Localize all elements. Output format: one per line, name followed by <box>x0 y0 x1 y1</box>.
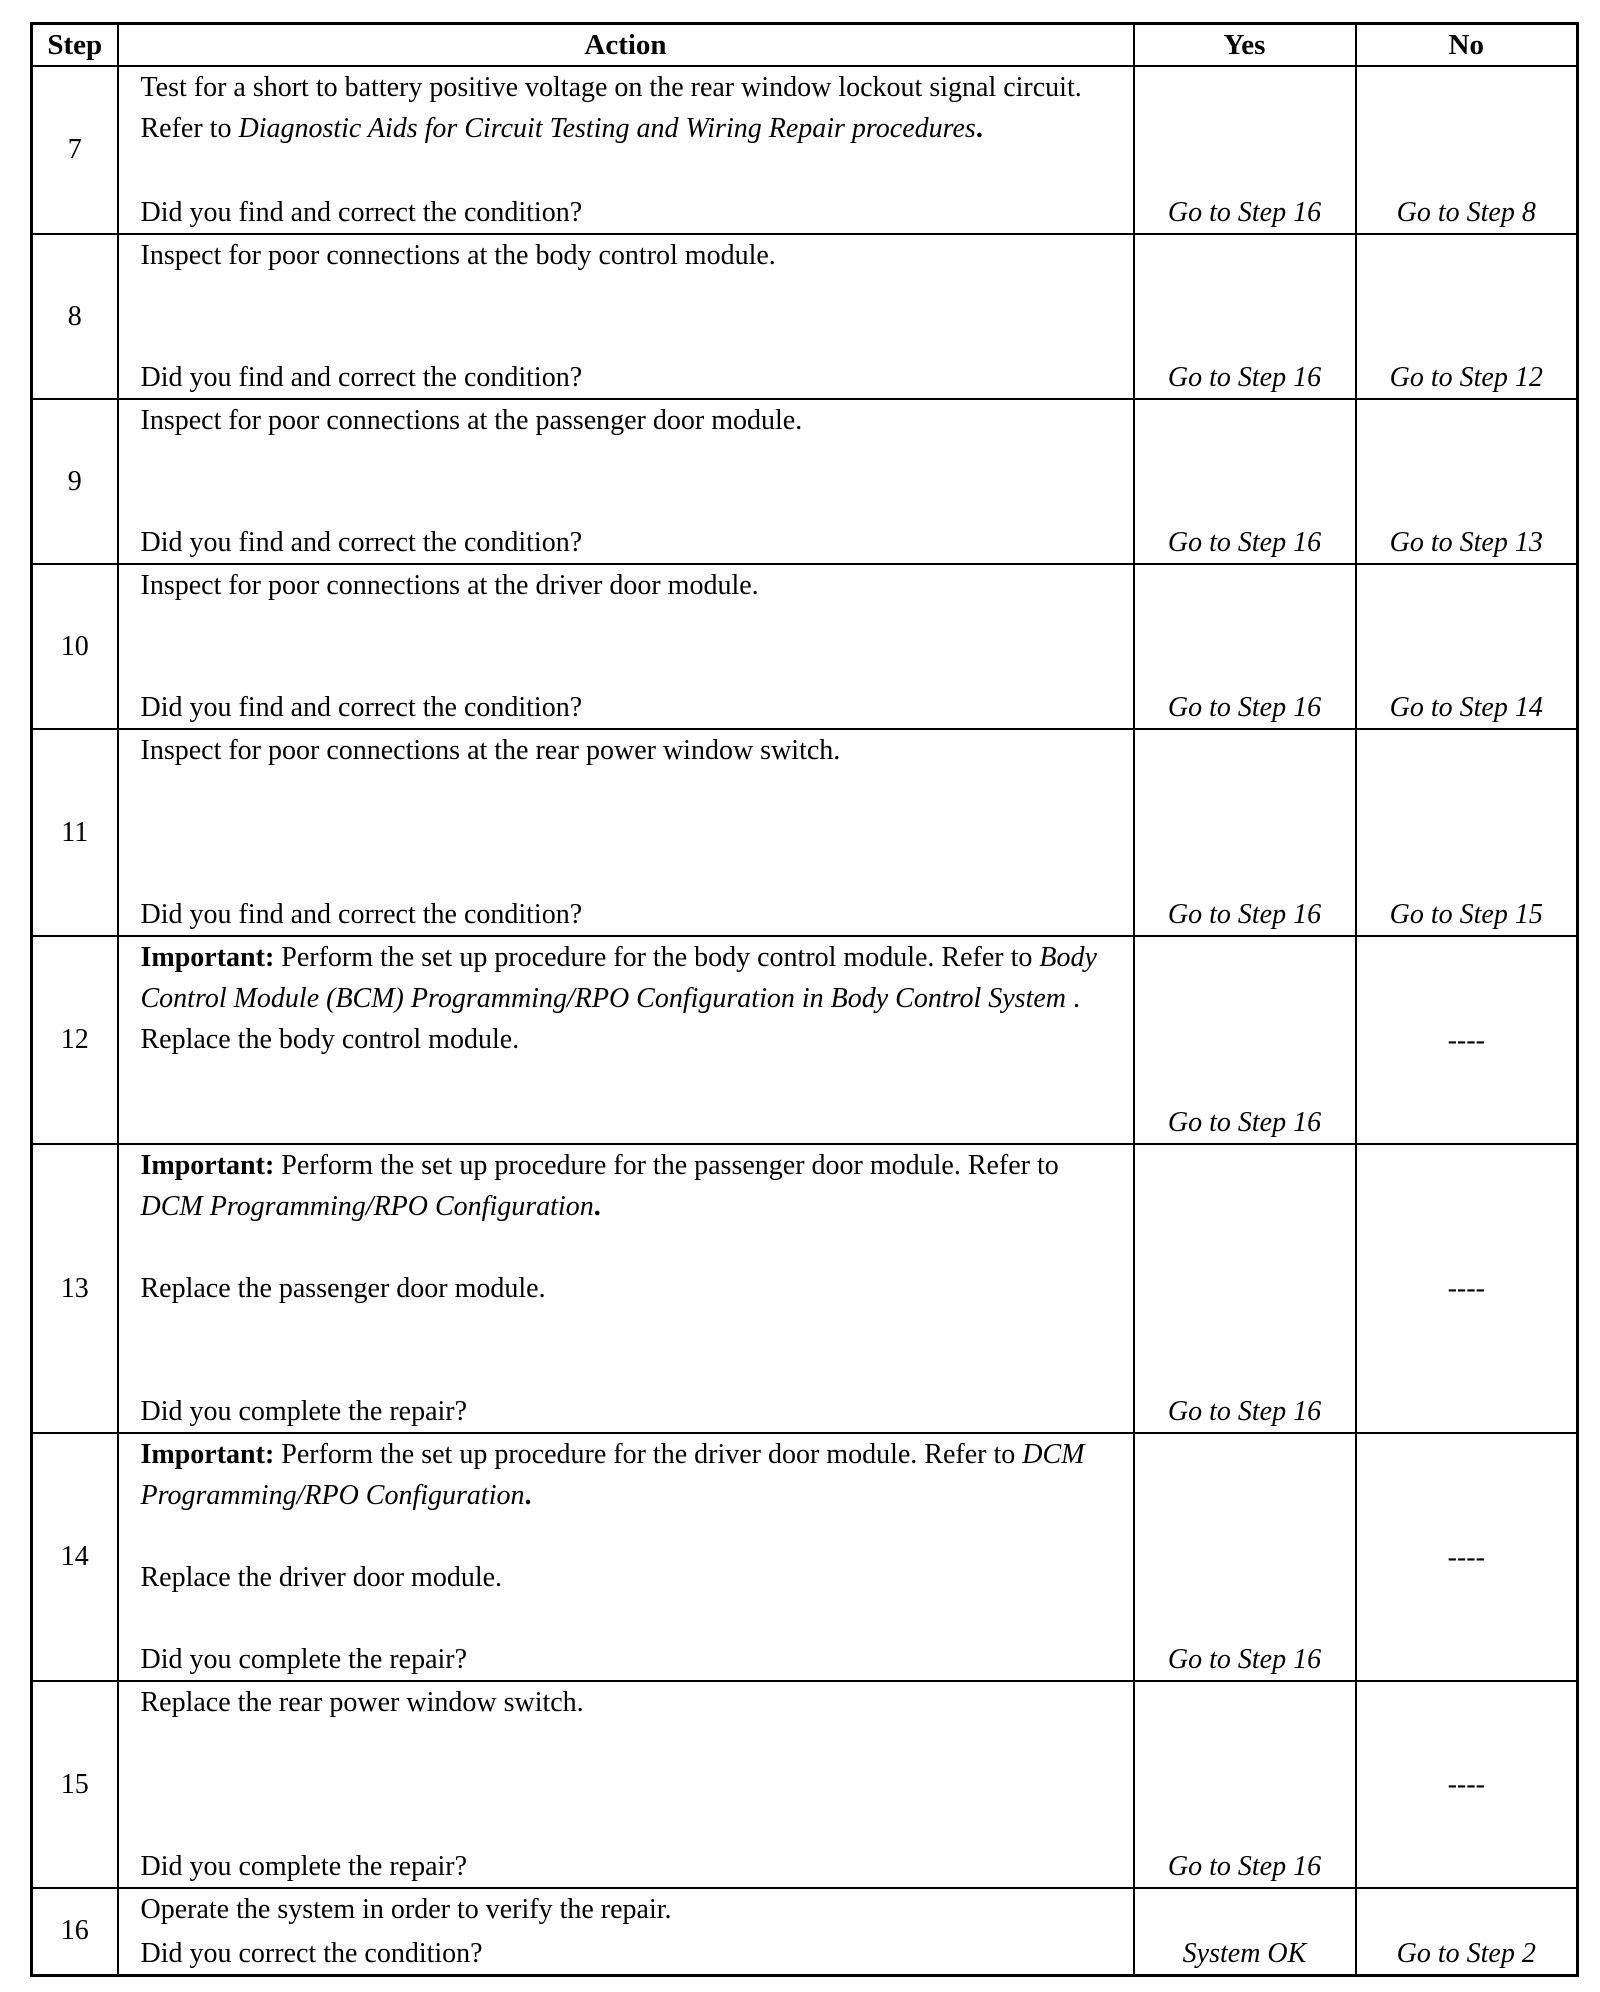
action-punctuation: . <box>975 113 983 144</box>
header-row <box>32 24 1578 67</box>
action-step: Replace the passenger door module. <box>140 1273 546 1304</box>
action-instruction: Operate the system in order to verify the repair. <box>140 1894 672 1925</box>
no-result: ---- <box>1356 1144 1578 1433</box>
action-text <box>141 67 1123 149</box>
step-number: 8 <box>32 234 118 399</box>
table-row <box>32 564 1578 729</box>
action-instruction: Replace the rear power window switch. <box>140 1687 584 1718</box>
action-punctuation: . <box>524 1480 532 1511</box>
header-yes: Yes <box>1134 24 1356 67</box>
no-result: Go to Step 13 <box>1356 399 1578 564</box>
action-cell <box>118 1433 1134 1681</box>
procedure-reference: Body Control Module (BCM) Programming/RPO Configuration in Body Control System <box>140 942 1104 1014</box>
action-question: Did you complete the repair? <box>140 1851 468 1882</box>
action-text <box>141 1145 1123 1227</box>
step-number: 15 <box>32 1681 118 1888</box>
table-row <box>32 1433 1578 1681</box>
yes-result: Go to Step 16 <box>1134 66 1356 234</box>
yes-result: System OK <box>1134 1888 1356 1975</box>
action-question: Did you find and correct the condition? <box>140 692 583 723</box>
header-action: Action <box>118 24 1134 67</box>
table-row <box>32 399 1578 564</box>
action-punctuation: . <box>593 1191 601 1222</box>
table-row <box>32 1888 1578 1975</box>
step-number: 11 <box>32 729 118 936</box>
yes-result: Go to Step 16 <box>1134 729 1356 936</box>
no-result: Go to Step 8 <box>1356 66 1578 234</box>
action-text <box>141 937 1123 1019</box>
action-question: Did you find and correct the condition? <box>140 197 583 228</box>
step-number: 14 <box>32 1433 118 1681</box>
action-cell <box>118 234 1134 399</box>
important-label: Important: <box>140 1439 275 1470</box>
no-result: Go to Step 14 <box>1356 564 1578 729</box>
no-result: ---- <box>1356 1433 1578 1681</box>
no-result: ---- <box>1356 936 1578 1144</box>
action-cell <box>118 936 1134 1144</box>
action-question: Did you complete the repair? <box>140 1396 468 1427</box>
yes-result: Go to Step 16 <box>1134 1681 1356 1888</box>
action-instruction: Inspect for poor connections at the body control module. <box>140 240 776 271</box>
action-cell <box>118 564 1134 729</box>
action-instruction: Perform the set up procedure for the driver door module. Refer to <box>274 1439 1023 1470</box>
yes-result: Go to Step 16 <box>1134 399 1356 564</box>
no-result: Go to Step 12 <box>1356 234 1578 399</box>
action-question: Did you complete the repair? <box>140 1644 468 1675</box>
action-question: Did you find and correct the condition? <box>140 527 583 558</box>
header-no: No <box>1356 24 1578 67</box>
action-instruction: Test for a short to battery positive voltage on the rear window lockout signal circuit. Refer to <box>140 72 1089 144</box>
action-question: Did you find and correct the condition? <box>140 899 583 930</box>
action-cell <box>118 729 1134 936</box>
procedure-reference: Diagnostic Aids for Circuit Testing and Wiring Repair procedures <box>238 113 976 144</box>
no-result: Go to Step 15 <box>1356 729 1578 936</box>
important-label: Important: <box>140 1150 275 1181</box>
action-punctuation: . <box>1066 983 1081 1014</box>
table-row <box>32 66 1578 234</box>
step-number: 16 <box>32 1888 118 1975</box>
action-step: Replace the driver door module. <box>140 1562 503 1593</box>
yes-result: Go to Step 16 <box>1134 1433 1356 1681</box>
action-text <box>141 1434 1123 1516</box>
action-instruction: Perform the set up procedure for the passenger door module. Refer to <box>274 1150 1066 1181</box>
diagnostic-table <box>30 22 1579 1977</box>
action-instruction: Perform the set up procedure for the body control module. Refer to <box>274 942 1040 973</box>
step-number: 7 <box>32 66 118 234</box>
action-cell <box>118 66 1134 234</box>
procedure-reference: DCM Programming/RPO Configuration <box>140 1439 1092 1511</box>
action-cell <box>118 1888 1134 1975</box>
action-question: Did you correct the condition? <box>140 1937 483 1969</box>
action-instruction: Inspect for poor connections at the rear power window switch. <box>140 735 841 766</box>
action-step: Replace the body control module. <box>140 1024 520 1055</box>
action-cell <box>118 1144 1134 1433</box>
action-instruction: Inspect for poor connections at the passenger door module. <box>140 405 803 436</box>
important-label: Important: <box>140 942 275 973</box>
action-cell <box>118 1681 1134 1888</box>
procedure-reference: DCM Programming/RPO Configuration <box>140 1191 594 1222</box>
step-number: 10 <box>32 564 118 729</box>
header-step: Step <box>32 24 118 67</box>
step-number: 9 <box>32 399 118 564</box>
yes-result: Go to Step 16 <box>1134 234 1356 399</box>
yes-result: Go to Step 16 <box>1134 564 1356 729</box>
action-question: Did you find and correct the condition? <box>140 362 583 393</box>
action-cell <box>118 399 1134 564</box>
action-instruction: Inspect for poor connections at the driver door module. <box>140 570 759 601</box>
yes-result: Go to Step 16 <box>1134 1144 1356 1433</box>
step-number: 12 <box>32 936 118 1144</box>
table-row <box>32 936 1578 1144</box>
table-row <box>32 1144 1578 1433</box>
step-number: 13 <box>32 1144 118 1433</box>
no-result: ---- <box>1356 1681 1578 1888</box>
table-row <box>32 234 1578 399</box>
no-result: Go to Step 2 <box>1356 1888 1578 1975</box>
table-row <box>32 1681 1578 1888</box>
table-row <box>32 729 1578 936</box>
yes-result: Go to Step 16 <box>1134 936 1356 1144</box>
